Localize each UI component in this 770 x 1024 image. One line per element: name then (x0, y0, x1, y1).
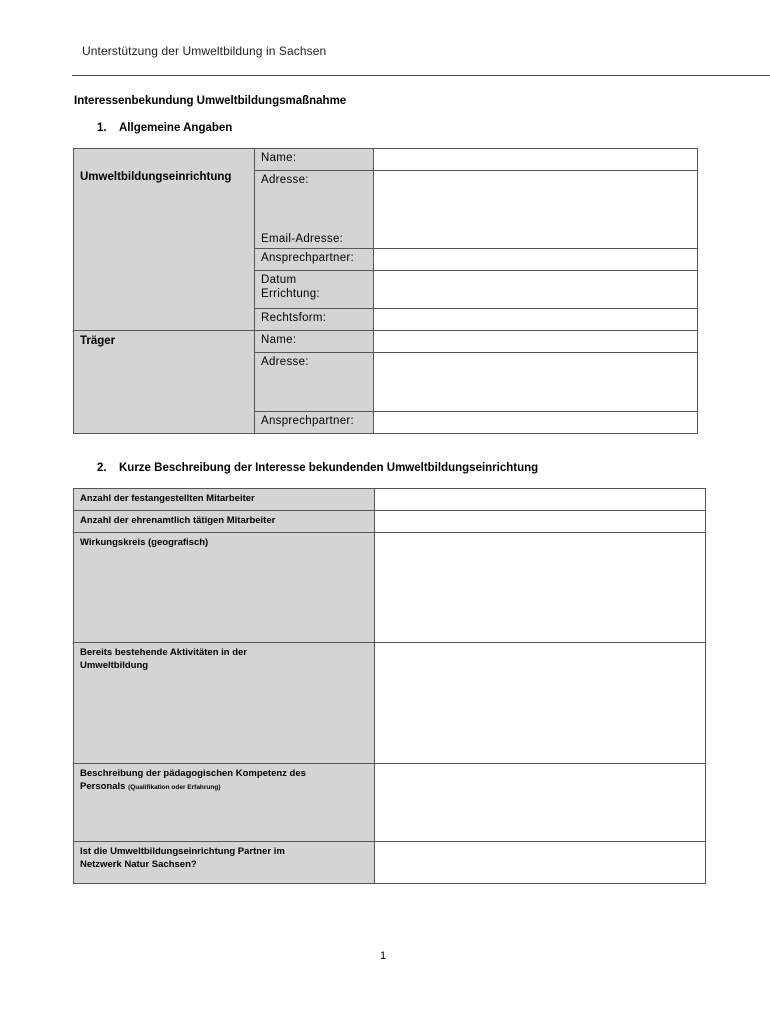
sponsor-name-field[interactable] (374, 331, 698, 353)
network-partner-label-line2: Netzwerk Natur Sachsen? (80, 859, 197, 870)
institution-address-label: Adresse: (261, 174, 309, 186)
section2-heading (97, 462, 538, 474)
section1-heading (97, 122, 232, 134)
general-info-table (73, 148, 698, 434)
institution-date-field[interactable] (374, 271, 698, 309)
institution-date-cell (255, 271, 374, 309)
page-number: 1 (380, 950, 387, 962)
competence-cell (74, 764, 375, 842)
sponsor-contact-field[interactable] (374, 412, 698, 434)
existing-activities-cell (74, 643, 375, 764)
institution-label-cell (74, 149, 255, 331)
institution-contact-field[interactable] (374, 249, 698, 271)
network-partner-field[interactable] (375, 842, 706, 884)
institution-label: Umweltbildungseinrichtung (80, 171, 232, 183)
sponsor-address-field[interactable] (374, 353, 698, 412)
description-table (73, 488, 706, 884)
reach-label: Wirkungskreis (geografisch) (74, 533, 375, 643)
institution-legal-form-label: Rechtsform: (255, 309, 374, 331)
reach-field[interactable] (375, 533, 706, 643)
document-title: Interessenbekundung Umweltbildungsmaßnahme (74, 95, 347, 107)
institution-address-field[interactable] (374, 171, 698, 249)
network-partner-cell (74, 842, 375, 884)
staff-fulltime-field[interactable] (375, 489, 706, 511)
institution-date-label-line1: Datum (261, 274, 297, 286)
sponsor-label-cell (74, 331, 255, 434)
network-partner-label-line1: Ist die Umweltbildungseinrichtung Partner im (80, 846, 285, 857)
institution-name-field[interactable] (374, 149, 698, 171)
section2-title: Kurze Beschreibung der Interesse bekundenden Umweltbildungseinrichtung (119, 462, 539, 474)
staff-fulltime-label: Anzahl der festangestellten Mitarbeiter (74, 489, 375, 511)
competence-label-line1: Beschreibung der pädagogischen Kompetenz des (80, 768, 306, 779)
institution-contact-label: Ansprechpartner: (255, 249, 374, 271)
section1-title: Allgemeine Angaben (119, 122, 233, 134)
institution-email-label: Email-Adresse: (261, 233, 344, 245)
existing-activities-label-line2: Umweltbildung (80, 660, 149, 671)
existing-activities-label-line1: Bereits bestehende Aktivitäten in der (80, 647, 248, 658)
competence-note: (Qualifikation oder Erfahrung) (128, 784, 221, 791)
sponsor-label: Träger (80, 335, 116, 347)
institution-legal-form-field[interactable] (374, 309, 698, 331)
sponsor-name-label: Name: (255, 331, 374, 353)
page-header: Unterstützung der Umweltbildung in Sachsen (82, 44, 327, 58)
section1-number: 1. (97, 122, 107, 134)
staff-volunteer-field[interactable] (375, 511, 706, 533)
staff-volunteer-label: Anzahl der ehrenamtlich tätigen Mitarbeiter (74, 511, 375, 533)
institution-date-label-line2: Errichtung: (261, 288, 320, 300)
institution-address-cell (255, 171, 374, 249)
existing-activities-field[interactable] (375, 643, 706, 764)
sponsor-address-label: Adresse: (255, 353, 374, 412)
institution-name-label: Name: (255, 149, 374, 171)
competence-label-line2: Personals (80, 781, 126, 792)
header-divider (72, 75, 770, 76)
sponsor-contact-label: Ansprechpartner: (255, 412, 374, 434)
competence-field[interactable] (375, 764, 706, 842)
section2-number: 2. (97, 462, 107, 474)
